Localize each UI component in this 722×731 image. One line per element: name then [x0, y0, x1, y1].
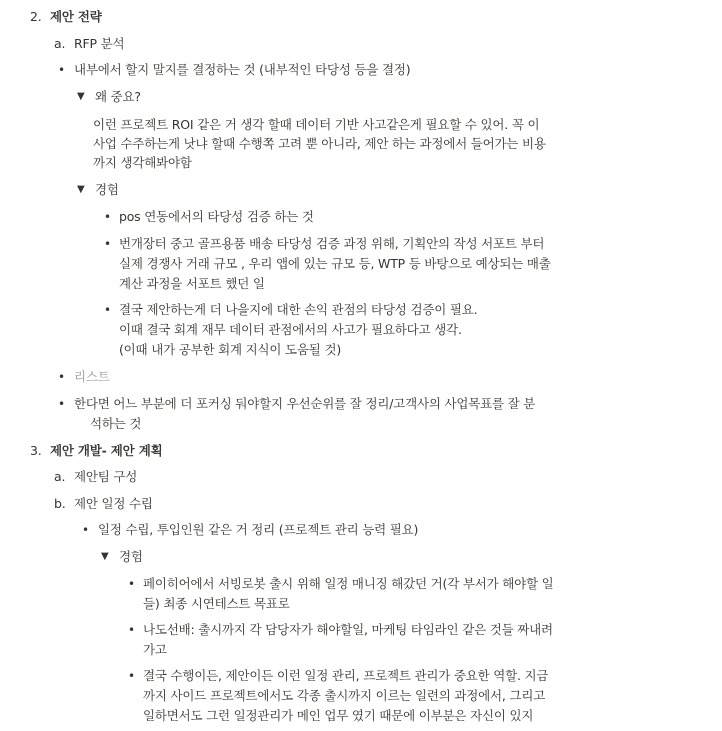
list-item-continued: 들) 최종 시연테스트 목표로: [143, 596, 290, 611]
bullet-icon: •: [104, 303, 111, 317]
list-item: 한다면 어느 부분에 더 포커싱 둬야할지 우선순위를 잘 정리/고객사의 사업목표를 잘 분: [74, 396, 536, 411]
list-item: 나도선배: 출시까지 각 담당자가 해야할일, 마케팅 타임라인 같은 것들 짜내려: [143, 622, 553, 637]
bullet-icon: •: [128, 577, 135, 591]
list-item-continued: 석하는 것: [90, 416, 142, 431]
list-marker: a.: [54, 469, 66, 484]
list-item: pos 연동에서의 타당성 검증 하는 것: [119, 209, 314, 224]
bullet-icon: •: [104, 210, 111, 224]
list-item-continued: 계산 과정을 서포트 했던 일: [119, 276, 265, 291]
paragraph-line: 이런 프로젝트 ROI 같은 거 생각 할때 데이터 기반 사고같은게 필요할 수 있어. 꼭 이: [93, 117, 540, 132]
bullet-icon: •: [58, 370, 65, 384]
list-item-continued: (이때 내가 공부한 회계 지식이 도움될 것): [119, 342, 341, 357]
list-item: 리스트: [74, 369, 110, 384]
bullet-icon: •: [58, 63, 65, 77]
paragraph-line: 사업 수주하는게 낫냐 할때 수행쪽 고려 뿐 아니라, 제안 하는 과정에서 들어가는 비용: [93, 136, 546, 151]
list-item-continued: 일하면서도 그런 일정관리가 메인 업무 였기 때문에 이부분은 자신이 있지: [143, 708, 534, 723]
list-item: 번개장터 중고 골프용품 배송 타당성 검증 과정 위해, 기획안의 작성 서포트 부터: [119, 236, 545, 251]
list-marker: a.: [54, 36, 66, 51]
list-marker: b.: [54, 496, 66, 511]
toggle-triangle-icon[interactable]: ▼: [77, 91, 85, 102]
bullet-icon: •: [104, 237, 111, 251]
section-title: 제안 개발- 제안 계획: [50, 443, 163, 458]
toggle-triangle-icon[interactable]: ▼: [77, 184, 85, 195]
list-item: 일정 수립, 투입인원 같은 거 정리 (프로젝트 관리 능력 필요): [98, 522, 419, 537]
bullet-icon: •: [82, 523, 89, 537]
paragraph-line: 까지 생각해봐야함: [93, 155, 192, 170]
toggle-label[interactable]: 경험: [95, 182, 119, 197]
list-item: 내부에서 할지 말지를 결정하는 것 (내부적인 타당성 등을 결정): [74, 62, 411, 77]
bullet-icon: •: [128, 623, 135, 637]
section-number: 2.: [30, 9, 42, 24]
list-item-continued: 실제 경쟁사 거래 규모 , 우리 앱에 있는 규모 등, WTP 등 바탕으로 예상되는 매출: [119, 256, 551, 271]
list-item: 페이히어에서 서빙로봇 출시 위해 일정 매니징 해갔던 거(각 부서가 해야할 일: [143, 576, 554, 591]
list-item: 결국 수행이든, 제안이든 이런 일정 관리, 프로젝트 관리가 중요한 역할. 지금: [143, 668, 549, 683]
toggle-triangle-icon[interactable]: ▼: [101, 551, 109, 562]
list-item-continued: 이때 결국 회계 재무 데이터 관점에서의 사고가 필요하다고 생각.: [119, 322, 462, 337]
list-item-continued: 가고: [143, 642, 167, 657]
list-item-continued: 까지 사이드 프로젝트에서도 각종 출시까지 이르는 일련의 과정에서, 그리고: [143, 688, 546, 703]
bullet-icon: •: [128, 669, 135, 683]
list-item: RFP 분석: [74, 36, 125, 51]
list-item: 제안팀 구성: [74, 469, 138, 484]
list-item: 제안 일정 수립: [74, 496, 153, 511]
section-title: 제안 전략: [50, 9, 102, 24]
bullet-icon: •: [58, 397, 65, 411]
toggle-label[interactable]: 경험: [119, 549, 143, 564]
section-number: 3.: [30, 443, 42, 458]
toggle-label[interactable]: 왜 중요?: [95, 89, 141, 104]
list-item: 결국 제안하는게 더 나을지에 대한 손익 관점의 타당성 검증이 필요.: [119, 302, 478, 317]
